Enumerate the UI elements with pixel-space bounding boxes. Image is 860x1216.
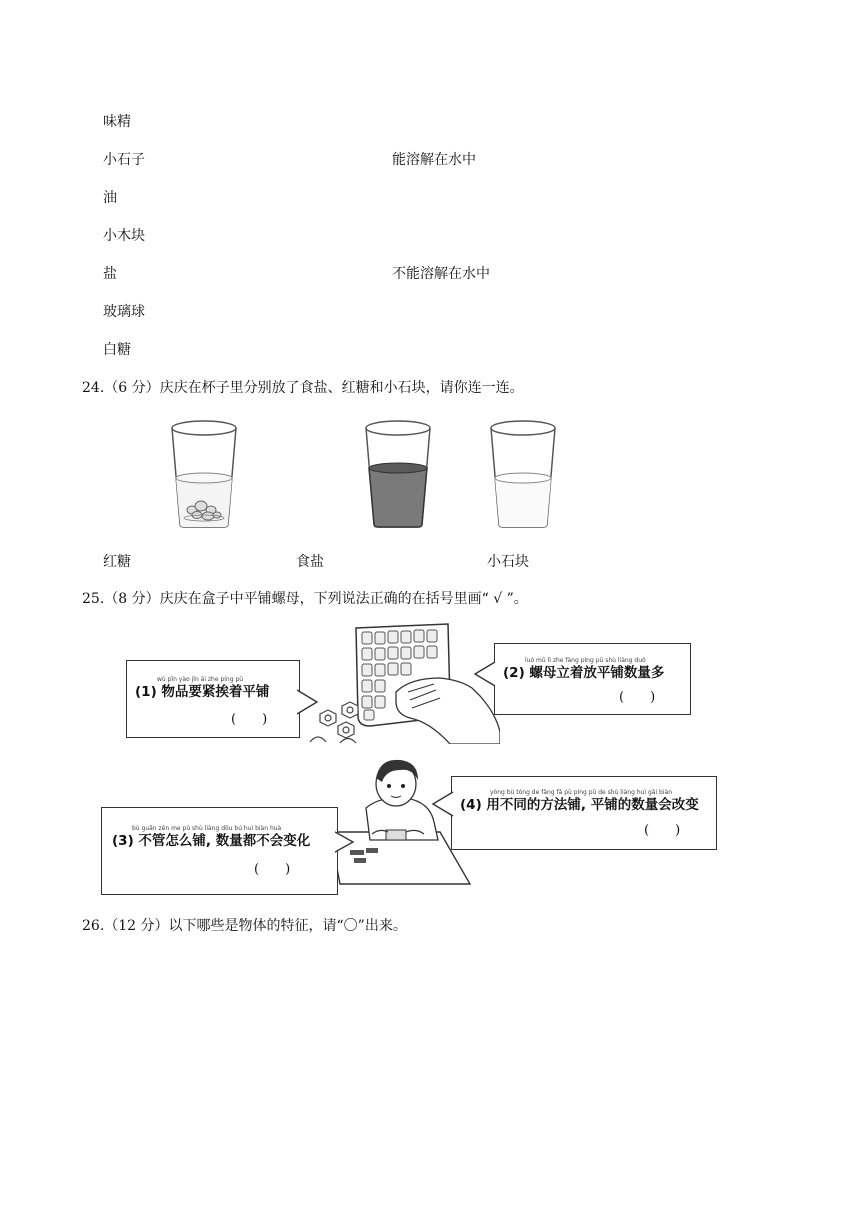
left-item-wood: 小木块	[103, 228, 145, 244]
left-item-msg: 味精	[103, 114, 131, 130]
bubble-3-pointer	[335, 830, 357, 854]
glass-with-dark-liquid	[362, 418, 434, 530]
statement-1-text: (1) 物品要紧挨着平铺	[135, 684, 270, 700]
statement-1-answer-blank[interactable]: ( )	[231, 712, 268, 727]
glass-with-clear-liquid	[487, 418, 559, 530]
label-small-stone: 小石块	[487, 554, 529, 570]
statement-3-text: (3) 不管怎么铺, 数量都不会变化	[112, 833, 311, 849]
question-24: 24.（6 分）庆庆在杯子里分别放了食盐、红糖和小石块，请你连一连。	[82, 380, 524, 396]
label-salt: 食盐	[296, 554, 324, 570]
left-item-sugar: 白糖	[103, 342, 131, 358]
label-brown-sugar: 红糖	[103, 554, 131, 570]
right-item-insoluble: 不能溶解在水中	[392, 266, 490, 282]
left-item-marble: 玻璃球	[103, 304, 145, 320]
left-item-oil: 油	[103, 190, 117, 206]
statement-3-bubble	[101, 807, 338, 895]
statement-4-pinyin: yòng bù tóng de fāng fǎ pū píng pū de shù liàng huì gǎi biàn	[490, 789, 673, 796]
statement-3-answer-blank[interactable]: ( )	[254, 862, 291, 877]
statement-1-pinyin: wù pǐn yào jǐn āi zhe píng pū	[157, 676, 244, 683]
statement-2-bubble	[494, 643, 691, 715]
statement-4-bubble	[451, 776, 717, 850]
statement-2-pinyin: luó mǔ lì zhe fàng píng pū shù liàng duō	[525, 657, 646, 664]
statement-1-bubble	[126, 660, 300, 738]
statement-4-text: (4) 用不同的方法铺, 平铺的数量会改变	[460, 797, 699, 813]
glass-with-pebbles	[168, 418, 240, 530]
statement-2-answer-blank[interactable]: ( )	[619, 690, 656, 705]
question-25: 25.（8 分）庆庆在盒子中平铺螺母，下列说法正确的在括号里画“ √ ”。	[82, 591, 528, 607]
statement-2-text: (2) 螺母立着放平铺数量多	[503, 665, 665, 681]
bubble-1-pointer	[297, 688, 321, 716]
bubble-4-pointer	[430, 790, 454, 818]
nut-tray-illustration	[300, 622, 500, 744]
bubble-2-pointer	[472, 660, 496, 688]
statement-4-answer-blank[interactable]: ( )	[644, 823, 681, 838]
right-item-soluble: 能溶解在水中	[392, 152, 476, 168]
left-item-salt: 盐	[103, 266, 117, 282]
statement-3-pinyin: bù guǎn zěn me pū shù liàng dōu bú huì biàn huà	[132, 825, 282, 832]
left-item-pebbles: 小石子	[103, 152, 145, 168]
question-26: 26.（12 分）以下哪些是物体的特征，请“〇”出来。	[82, 918, 407, 934]
